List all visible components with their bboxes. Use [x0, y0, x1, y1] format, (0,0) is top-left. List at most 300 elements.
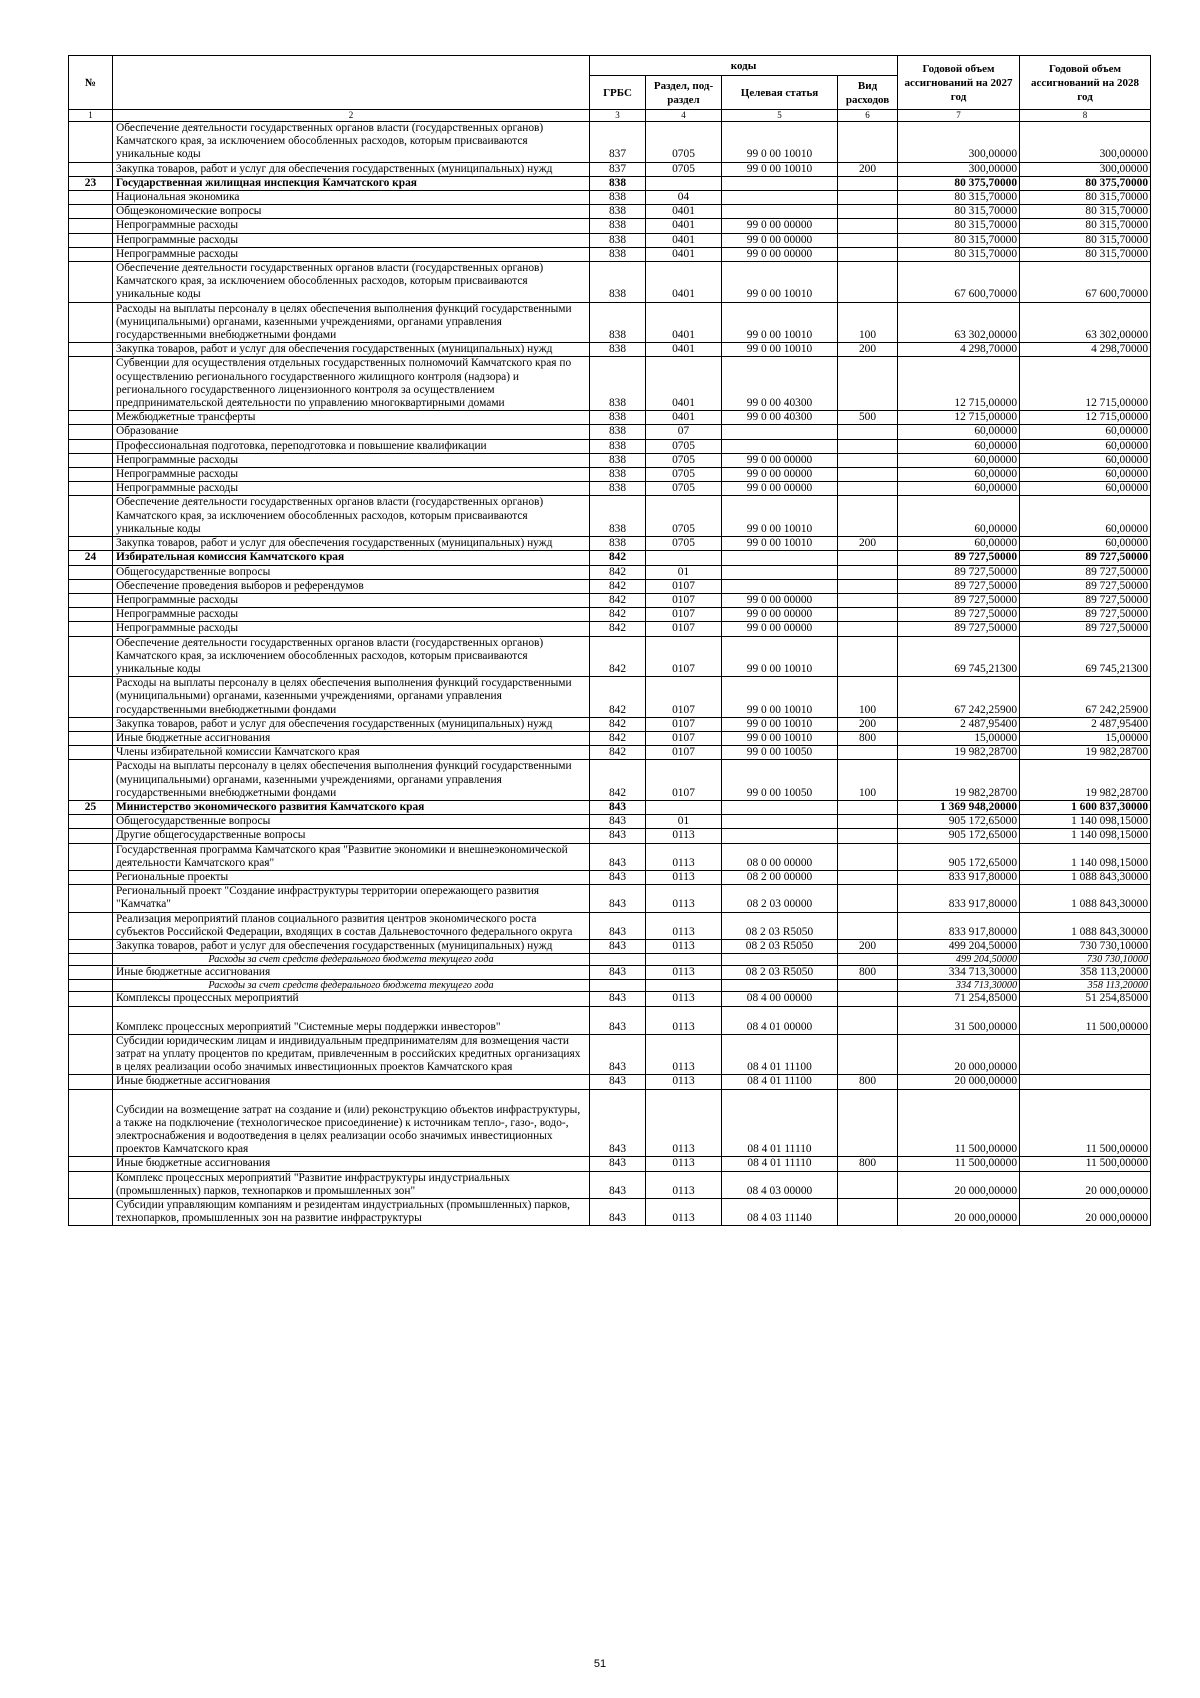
row-target: [722, 829, 838, 843]
row-amount-2027: 833 917,80000: [898, 870, 1020, 884]
column-index-cell: 7: [898, 110, 1020, 122]
table-row: [69, 815, 1151, 829]
row-razdel: [646, 176, 722, 190]
row-name: Непрограммные расходы: [113, 453, 590, 467]
row-amount-2028: 51 254,85000: [1020, 992, 1151, 1006]
row-vid: 800: [838, 1075, 898, 1089]
row-amount-2028: 89 727,50000: [1020, 593, 1151, 607]
row-amount-2028: 19 982,28700: [1020, 746, 1151, 760]
row-amount-2028: 80 315,70000: [1020, 205, 1151, 219]
row-amount-2028: 358 113,20000: [1020, 966, 1151, 980]
row-grbs: 838: [590, 482, 646, 496]
row-number: [69, 302, 113, 343]
row-amount-2028: 80 315,70000: [1020, 247, 1151, 261]
row-amount-2028: 11 500,00000: [1020, 1089, 1151, 1157]
row-razdel: 0107: [646, 746, 722, 760]
row-amount-2028: 60,00000: [1020, 496, 1151, 537]
row-amount-2028: 89 727,50000: [1020, 622, 1151, 636]
row-number: [69, 815, 113, 829]
table-row: [69, 302, 1151, 343]
row-name: Межбюджетные трансферты: [113, 411, 590, 425]
row-target: 99 0 00 40300: [722, 357, 838, 411]
row-number: [69, 233, 113, 247]
row-razdel: 0705: [646, 468, 722, 482]
header-codes: коды: [590, 56, 898, 76]
row-number: [69, 1199, 113, 1226]
row-vid: [838, 815, 898, 829]
row-number: [69, 219, 113, 233]
row-amount-2028: 358 113,20000: [1020, 980, 1151, 992]
row-amount-2027: 833 917,80000: [898, 885, 1020, 912]
row-grbs: 842: [590, 579, 646, 593]
header-year-2028: Годовой объем ассигнований на 2028 год: [1020, 56, 1151, 110]
row-name: Обеспечение проведения выборов и референдумов: [113, 579, 590, 593]
row-number: [69, 537, 113, 551]
table-row: [69, 551, 1151, 565]
row-amount-2027: 300,00000: [898, 122, 1020, 163]
row-number: [69, 622, 113, 636]
row-grbs: 838: [590, 262, 646, 303]
row-number: [69, 870, 113, 884]
row-amount-2028: 1 140 098,15000: [1020, 829, 1151, 843]
header-vid: Вид расходов: [838, 76, 898, 110]
row-amount-2028: 80 315,70000: [1020, 219, 1151, 233]
row-name: Субсидии управляющим компаниям и резидентам индустриальных (промышленных) парков, технопарков, промышленных зон на развитие инфраструктуры: [113, 1199, 590, 1226]
row-name: Закупка товаров, работ и услуг для обеспечения государственных (муниципальных) нужд: [113, 939, 590, 953]
table-row: [69, 992, 1151, 1006]
header-num: №: [69, 56, 113, 110]
row-number: [69, 191, 113, 205]
row-vid: [838, 247, 898, 261]
row-razdel: 0107: [646, 636, 722, 677]
row-grbs: 842: [590, 565, 646, 579]
row-vid: [838, 425, 898, 439]
table-row: [69, 482, 1151, 496]
row-razdel: 0113: [646, 885, 722, 912]
row-amount-2027: 334 713,30000: [898, 980, 1020, 992]
row-target: 08 4 00 00000: [722, 992, 838, 1006]
column-index-cell: 5: [722, 110, 838, 122]
row-grbs: 843: [590, 1171, 646, 1198]
column-index-cell: 3: [590, 110, 646, 122]
header-name: [113, 56, 590, 110]
row-vid: [838, 608, 898, 622]
row-name: Общегосударственные вопросы: [113, 815, 590, 829]
row-number: [69, 1006, 113, 1034]
row-name: Комплекс процессных мероприятий "Развитие инфраструктуры индустриальных (промышленных) парков, технопарков и промышленных зон": [113, 1171, 590, 1198]
row-number: [69, 1171, 113, 1198]
row-amount-2028: 12 715,00000: [1020, 411, 1151, 425]
header-target: Целевая статья: [722, 76, 838, 110]
row-target: 08 2 03 R5050: [722, 912, 838, 939]
row-vid: 800: [838, 966, 898, 980]
row-grbs: 838: [590, 496, 646, 537]
row-name: Закупка товаров, работ и услуг для обеспечения государственных (муниципальных) нужд: [113, 162, 590, 176]
row-vid: 200: [838, 162, 898, 176]
row-vid: [838, 954, 898, 966]
row-number: [69, 1089, 113, 1157]
row-grbs: 843: [590, 912, 646, 939]
table-row: [69, 453, 1151, 467]
row-amount-2027: 15,00000: [898, 731, 1020, 745]
row-name: Обеспечение деятельности государственных органов власти (государственных органов) Камчатского края, за исключением обособленных расходов, которым присваиваются уникальные коды: [113, 122, 590, 163]
budget-table: [68, 55, 1151, 1226]
row-vid: 800: [838, 731, 898, 745]
row-amount-2027: 4 298,70000: [898, 343, 1020, 357]
row-razdel: 0113: [646, 1006, 722, 1034]
row-name: Обеспечение деятельности государственных органов власти (государственных органов) Камчатского края, за исключением обособленных расходов, которым присваиваются уникальные коды: [113, 636, 590, 677]
row-target: 99 0 00 10010: [722, 717, 838, 731]
row-amount-2028: 1 140 098,15000: [1020, 843, 1151, 870]
row-name: Непрограммные расходы: [113, 247, 590, 261]
row-vid: [838, 992, 898, 1006]
row-grbs: 842: [590, 622, 646, 636]
row-amount-2027: 80 375,70000: [898, 176, 1020, 190]
table-row: [69, 717, 1151, 731]
row-amount-2027: 80 315,70000: [898, 233, 1020, 247]
row-target: 99 0 00 10010: [722, 636, 838, 677]
row-grbs: 843: [590, 800, 646, 814]
row-amount-2028: 20 000,00000: [1020, 1199, 1151, 1226]
row-grbs: 843: [590, 1006, 646, 1034]
row-amount-2027: 69 745,21300: [898, 636, 1020, 677]
row-target: 08 0 00 00000: [722, 843, 838, 870]
row-vid: [838, 551, 898, 565]
row-vid: [838, 1034, 898, 1075]
row-amount-2028: 60,00000: [1020, 482, 1151, 496]
row-amount-2028: 67 600,70000: [1020, 262, 1151, 303]
row-grbs: 838: [590, 176, 646, 190]
row-name: Субвенции для осуществления отдельных государственных полномочий Камчатского края по осуществлению регионального государственного жилищного контроля (надзора) и регионального государственного лицензионного контроля за осуществлением предпринимательской деятельности по управлению многоквартирными домами: [113, 357, 590, 411]
row-amount-2027: 833 917,80000: [898, 912, 1020, 939]
row-vid: [838, 1171, 898, 1198]
row-grbs: 843: [590, 1199, 646, 1226]
row-number: [69, 1157, 113, 1171]
row-grbs: 843: [590, 992, 646, 1006]
row-number: [69, 425, 113, 439]
row-target: 99 0 00 10010: [722, 496, 838, 537]
row-target: 08 4 01 11110: [722, 1157, 838, 1171]
row-grbs: 838: [590, 205, 646, 219]
row-name: Члены избирательной комиссии Камчатского края: [113, 746, 590, 760]
row-razdel: 0401: [646, 262, 722, 303]
table-row: [69, 1171, 1151, 1198]
row-razdel: 0113: [646, 1171, 722, 1198]
row-razdel: 0401: [646, 205, 722, 219]
table-row: [69, 411, 1151, 425]
table-row: [69, 219, 1151, 233]
row-amount-2027: 905 172,65000: [898, 829, 1020, 843]
row-vid: [838, 205, 898, 219]
row-razdel: 0705: [646, 453, 722, 467]
row-razdel: 0113: [646, 870, 722, 884]
row-razdel: [646, 954, 722, 966]
table-row: [69, 1157, 1151, 1171]
row-target: 99 0 00 10050: [722, 760, 838, 801]
row-vid: [838, 191, 898, 205]
row-number: [69, 343, 113, 357]
row-grbs: 838: [590, 219, 646, 233]
row-name: Закупка товаров, работ и услуг для обеспечения государственных (муниципальных) нужд: [113, 343, 590, 357]
table-row: [69, 1089, 1151, 1157]
row-vid: [838, 622, 898, 636]
row-razdel: 0107: [646, 593, 722, 607]
row-target: 08 4 01 11110: [722, 1089, 838, 1157]
row-name: Иные бюджетные ассигнования: [113, 966, 590, 980]
row-name: Расходы на выплаты персоналу в целях обеспечения выполнения функций государственными (муниципальными) органами, казенными учреждениями, органами управления государственными внебюджетными фондами: [113, 302, 590, 343]
row-amount-2027: 300,00000: [898, 162, 1020, 176]
row-vid: [838, 1089, 898, 1157]
row-razdel: 0113: [646, 992, 722, 1006]
row-vid: 100: [838, 302, 898, 343]
row-grbs: 842: [590, 717, 646, 731]
row-target: 99 0 00 00000: [722, 233, 838, 247]
row-vid: [838, 122, 898, 163]
row-vid: 500: [838, 411, 898, 425]
row-amount-2027: 63 302,00000: [898, 302, 1020, 343]
row-grbs: 838: [590, 425, 646, 439]
table-row: [69, 176, 1151, 190]
row-razdel: 0107: [646, 717, 722, 731]
row-target: 08 4 01 11100: [722, 1034, 838, 1075]
row-number: [69, 579, 113, 593]
row-grbs: 843: [590, 1034, 646, 1075]
row-amount-2028: 60,00000: [1020, 468, 1151, 482]
row-number: [69, 608, 113, 622]
row-amount-2027: 60,00000: [898, 425, 1020, 439]
row-name: Другие общегосударственные вопросы: [113, 829, 590, 843]
row-vid: [838, 219, 898, 233]
row-target: [722, 565, 838, 579]
row-name: Непрограммные расходы: [113, 482, 590, 496]
row-target: 99 0 00 10010: [722, 343, 838, 357]
row-grbs: 842: [590, 746, 646, 760]
row-razdel: 0113: [646, 1089, 722, 1157]
row-amount-2028: 60,00000: [1020, 425, 1151, 439]
row-razdel: 0401: [646, 219, 722, 233]
row-grbs: 837: [590, 162, 646, 176]
row-amount-2027: 31 500,00000: [898, 1006, 1020, 1034]
row-vid: 200: [838, 343, 898, 357]
table-row: [69, 537, 1151, 551]
row-amount-2028: 4 298,70000: [1020, 343, 1151, 357]
table-row: [69, 843, 1151, 870]
row-grbs: 838: [590, 302, 646, 343]
row-amount-2027: 20 000,00000: [898, 1199, 1020, 1226]
table-row: [69, 800, 1151, 814]
row-target: 99 0 00 10010: [722, 122, 838, 163]
row-target: 99 0 00 10050: [722, 746, 838, 760]
row-razdel: 0401: [646, 247, 722, 261]
row-target: 08 2 00 00000: [722, 870, 838, 884]
row-amount-2028: 2 487,95400: [1020, 717, 1151, 731]
row-target: 99 0 00 10010: [722, 262, 838, 303]
row-number: [69, 717, 113, 731]
row-number: [69, 760, 113, 801]
row-number: [69, 453, 113, 467]
row-razdel: 0107: [646, 760, 722, 801]
row-number: [69, 939, 113, 953]
row-target: 08 4 01 00000: [722, 1006, 838, 1034]
row-razdel: 0705: [646, 537, 722, 551]
table-row: [69, 191, 1151, 205]
row-amount-2028: 12 715,00000: [1020, 357, 1151, 411]
row-number: [69, 1075, 113, 1089]
row-vid: [838, 262, 898, 303]
row-target: 99 0 00 00000: [722, 593, 838, 607]
row-razdel: 0113: [646, 1034, 722, 1075]
table-row: [69, 608, 1151, 622]
row-amount-2027: 19 982,28700: [898, 746, 1020, 760]
row-number: [69, 205, 113, 219]
row-amount-2027: 11 500,00000: [898, 1157, 1020, 1171]
row-name: Реализация мероприятий планов социального развития центров экономического роста субъектов Российской Федерации, входящих в состав Дальневосточного федерального округа: [113, 912, 590, 939]
table-row: [69, 262, 1151, 303]
row-name: Субсидии юридическим лицам и индивидуальным предпринимателям для возмещения части затрат на уплату процентов по кредитам, привлеченным в российских кредитных организациях в целях реализации особо значимых инвестиционных проектов Камчатского края: [113, 1034, 590, 1075]
row-name: Закупка товаров, работ и услуг для обеспечения государственных (муниципальных) нужд: [113, 537, 590, 551]
row-target: 99 0 00 10010: [722, 677, 838, 718]
row-amount-2028: 60,00000: [1020, 537, 1151, 551]
row-grbs: 843: [590, 966, 646, 980]
row-amount-2028: 80 375,70000: [1020, 176, 1151, 190]
row-vid: [838, 800, 898, 814]
table-row: [69, 939, 1151, 953]
column-index-row: [69, 110, 1151, 122]
row-vid: 200: [838, 717, 898, 731]
row-name: Расходы за счет средств федерального бюджета текущего года: [113, 980, 590, 992]
row-amount-2028: 730 730,10000: [1020, 939, 1151, 953]
row-grbs: 838: [590, 537, 646, 551]
row-grbs: 843: [590, 815, 646, 829]
row-amount-2027: 19 982,28700: [898, 760, 1020, 801]
row-grbs: 838: [590, 343, 646, 357]
row-razdel: 04: [646, 191, 722, 205]
row-target: 99 0 00 00000: [722, 622, 838, 636]
row-razdel: 0705: [646, 439, 722, 453]
row-vid: [838, 829, 898, 843]
row-amount-2027: 60,00000: [898, 468, 1020, 482]
row-target: 99 0 00 40300: [722, 411, 838, 425]
row-name: Комплекс процессных мероприятий "Системные меры поддержки инвесторов": [113, 1006, 590, 1034]
row-grbs: 843: [590, 1157, 646, 1171]
row-amount-2028: 60,00000: [1020, 439, 1151, 453]
row-amount-2028: [1020, 1075, 1151, 1089]
row-vid: [838, 176, 898, 190]
row-grbs: 842: [590, 760, 646, 801]
row-amount-2028: 1 088 843,30000: [1020, 912, 1151, 939]
row-amount-2027: 67 242,25900: [898, 677, 1020, 718]
row-name: Непрограммные расходы: [113, 219, 590, 233]
row-target: [722, 815, 838, 829]
table-row: [69, 885, 1151, 912]
row-amount-2027: 67 600,70000: [898, 262, 1020, 303]
row-vid: [838, 357, 898, 411]
row-target: 08 4 03 11140: [722, 1199, 838, 1226]
row-razdel: [646, 980, 722, 992]
row-vid: 200: [838, 939, 898, 953]
row-number: [69, 980, 113, 992]
row-amount-2027: 89 727,50000: [898, 593, 1020, 607]
row-vid: [838, 579, 898, 593]
row-razdel: 0113: [646, 939, 722, 953]
row-amount-2028: 80 315,70000: [1020, 191, 1151, 205]
row-grbs: 842: [590, 551, 646, 565]
row-razdel: 0113: [646, 912, 722, 939]
row-razdel: [646, 800, 722, 814]
header-razdel: Раздел, под-раздел: [646, 76, 722, 110]
row-amount-2028: 1 600 837,30000: [1020, 800, 1151, 814]
row-razdel: 0113: [646, 829, 722, 843]
row-amount-2027: 2 487,95400: [898, 717, 1020, 731]
row-amount-2027: 11 500,00000: [898, 1089, 1020, 1157]
row-vid: [838, 1006, 898, 1034]
row-name: Образование: [113, 425, 590, 439]
row-razdel: 0705: [646, 122, 722, 163]
row-grbs: [590, 980, 646, 992]
row-amount-2028: 89 727,50000: [1020, 579, 1151, 593]
row-number: [69, 912, 113, 939]
row-target: 99 0 00 00000: [722, 453, 838, 467]
row-target: 08 2 03 R5050: [722, 939, 838, 953]
row-name: Обеспечение деятельности государственных органов власти (государственных органов) Камчатского края, за исключением обособленных расходов, которым присваиваются уникальные коды: [113, 496, 590, 537]
row-number: [69, 482, 113, 496]
table-row: [69, 496, 1151, 537]
row-name: Комплексы процессных мероприятий: [113, 992, 590, 1006]
row-amount-2027: 89 727,50000: [898, 622, 1020, 636]
row-grbs: [590, 954, 646, 966]
row-name: Обеспечение деятельности государственных органов власти (государственных органов) Камчатского края, за исключением обособленных расходов, которым присваиваются уникальные коды: [113, 262, 590, 303]
row-number: [69, 677, 113, 718]
row-razdel: 0113: [646, 1075, 722, 1089]
table-row: [69, 746, 1151, 760]
row-name: Закупка товаров, работ и услуг для обеспечения государственных (муниципальных) нужд: [113, 717, 590, 731]
row-number: [69, 593, 113, 607]
row-grbs: 843: [590, 829, 646, 843]
row-vid: [838, 885, 898, 912]
row-target: 99 0 00 00000: [722, 482, 838, 496]
row-vid: [838, 482, 898, 496]
row-amount-2027: 71 254,85000: [898, 992, 1020, 1006]
row-number: 23: [69, 176, 113, 190]
column-index-cell: 2: [113, 110, 590, 122]
row-razdel: [646, 551, 722, 565]
row-amount-2027: 905 172,65000: [898, 815, 1020, 829]
table-row: [69, 622, 1151, 636]
row-amount-2028: 19 982,28700: [1020, 760, 1151, 801]
row-name: Иные бюджетные ассигнования: [113, 1075, 590, 1089]
table-body: [69, 122, 1151, 1226]
row-amount-2028: 300,00000: [1020, 122, 1151, 163]
row-amount-2028: 67 242,25900: [1020, 677, 1151, 718]
row-target: 99 0 00 10010: [722, 537, 838, 551]
row-amount-2027: 60,00000: [898, 482, 1020, 496]
row-vid: [838, 453, 898, 467]
row-grbs: 838: [590, 453, 646, 467]
row-amount-2028: 89 727,50000: [1020, 551, 1151, 565]
row-number: [69, 247, 113, 261]
table-row: [69, 677, 1151, 718]
row-razdel: 01: [646, 815, 722, 829]
row-amount-2028: 300,00000: [1020, 162, 1151, 176]
row-amount-2028: 11 500,00000: [1020, 1006, 1151, 1034]
row-number: [69, 966, 113, 980]
row-grbs: 838: [590, 191, 646, 205]
row-amount-2028: 89 727,50000: [1020, 608, 1151, 622]
row-name: Расходы на выплаты персоналу в целях обеспечения выполнения функций государственными (муниципальными) органами, казенными учреждениями, органами управления государственными внебюджетными фондами: [113, 760, 590, 801]
row-target: 08 2 03 00000: [722, 885, 838, 912]
row-target: 99 0 00 10010: [722, 162, 838, 176]
row-number: [69, 439, 113, 453]
